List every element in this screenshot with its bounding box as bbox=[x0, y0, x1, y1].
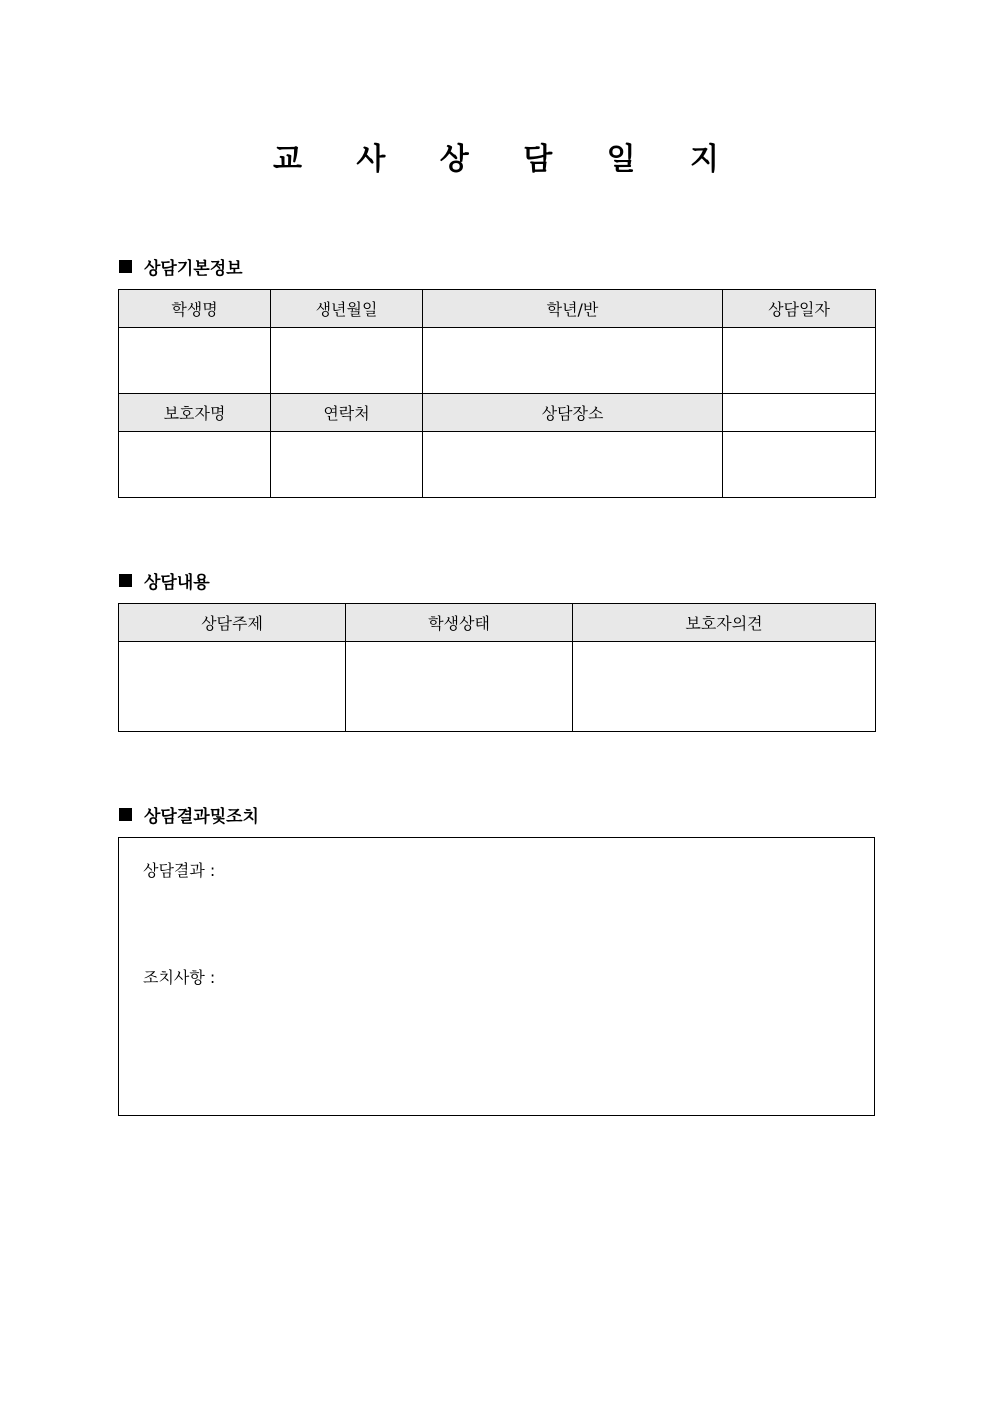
topic-field[interactable] bbox=[119, 642, 346, 732]
basic-info-table bbox=[118, 289, 876, 498]
guardian-name-field[interactable] bbox=[119, 432, 271, 498]
counsel-date-field[interactable] bbox=[723, 328, 876, 394]
header-topic: 상담주제 bbox=[119, 604, 346, 642]
section-heading-basic-info bbox=[119, 254, 243, 279]
header-student-name: 학생명 bbox=[119, 290, 271, 328]
contact-field[interactable] bbox=[271, 432, 423, 498]
action-label: 조치사항 : bbox=[143, 968, 216, 987]
counsel-place-field[interactable] bbox=[423, 432, 723, 498]
content-table bbox=[118, 603, 876, 732]
header-guardian-opinion: 보호자의견 bbox=[573, 604, 876, 642]
extra-field[interactable] bbox=[723, 432, 876, 498]
section-heading-result bbox=[119, 802, 259, 827]
grade-class-field[interactable] bbox=[423, 328, 723, 394]
square-bullet-icon bbox=[119, 574, 132, 587]
page-title: 교 사 상 담 일 지 bbox=[272, 142, 742, 177]
section-heading-content bbox=[119, 568, 210, 593]
result-label: 상담결과 : bbox=[143, 861, 216, 880]
header-student-state: 학생상태 bbox=[346, 604, 573, 642]
student-state-field[interactable] bbox=[346, 642, 573, 732]
header-counsel-date: 상담일자 bbox=[723, 290, 876, 328]
guardian-opinion-field[interactable] bbox=[573, 642, 876, 732]
section-title: 상담기본정보 bbox=[144, 259, 243, 279]
header-contact: 연락처 bbox=[271, 394, 423, 432]
section-title: 상담내용 bbox=[144, 573, 210, 593]
student-name-field[interactable] bbox=[119, 328, 271, 394]
header-counsel-place: 상담장소 bbox=[423, 394, 723, 432]
section-title: 상담결과및조치 bbox=[144, 807, 259, 827]
result-action-box[interactable] bbox=[118, 837, 875, 1116]
square-bullet-icon bbox=[119, 260, 132, 273]
header-birthdate: 생년월일 bbox=[271, 290, 423, 328]
header-guardian-name: 보호자명 bbox=[119, 394, 271, 432]
birthdate-field[interactable] bbox=[271, 328, 423, 394]
header-grade-class: 학년/반 bbox=[423, 290, 723, 328]
square-bullet-icon bbox=[119, 808, 132, 821]
blank-header-cell bbox=[723, 394, 876, 432]
